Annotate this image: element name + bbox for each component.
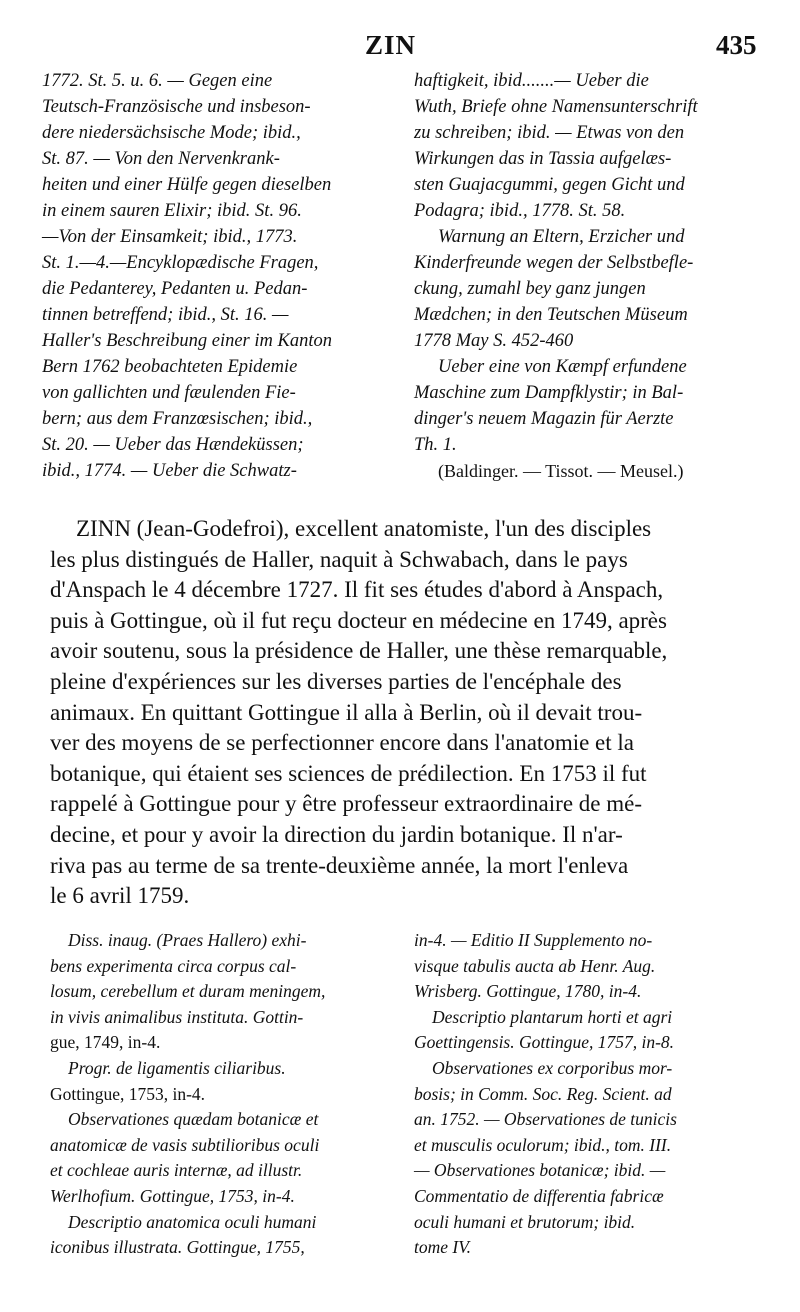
text-line: St. 87. — Von den Nervenkrank- [42, 149, 280, 169]
bibliography-continuation [42, 68, 397, 484]
text-line: gue, 1749, in-4. [50, 1032, 161, 1053]
text-line: 1778 May S. 452-460 [414, 331, 574, 351]
text-line: Goettingensis. Gottingue, 1757, in-8. [414, 1032, 675, 1053]
bibliography-entry [414, 224, 769, 250]
text-line: St. 1.—4.—Encyklopædische Fragen, [42, 253, 319, 273]
text-line: et cochleae auris internæ, ad illustr. [50, 1160, 303, 1181]
text-line: dinger's neuem Magazin für Aerzte [414, 409, 674, 429]
top-left-column [42, 68, 397, 484]
text-line: tinnen betreffend; ibid., St. 16. — [42, 305, 289, 325]
bottom-left-column [50, 928, 395, 1261]
text-line: Teutsch-Französische und insbeson- [42, 97, 311, 117]
text-line: Podagra; ibid., 1778. St. 58. [414, 201, 626, 221]
text-line: Warnung an Eltern, Erzicher und [438, 227, 685, 247]
bibliography-entry [414, 354, 769, 380]
text-line: 1772. St. 5. u. 6. — Gegen eine [42, 71, 273, 91]
text-line: Observationes quædam botanicæ et [68, 1109, 319, 1130]
text-line: avoir soutenu, sous la présidence de Haller, une thèse remarquable, [50, 638, 668, 664]
text-line: decine, et pour y avoir la direction du jardin botanique. Il n'ar- [50, 821, 623, 847]
text-line: Commentatio de differentia fabricæ [414, 1185, 664, 1206]
text-line: Gottingue, 1753, in-4. [50, 1083, 206, 1104]
top-right-column [414, 68, 769, 484]
text-line: et musculis oculorum; ibid., tom. III. [414, 1134, 672, 1155]
text-line: Descriptio plantarum horti et agri [432, 1006, 673, 1027]
text-line: tome IV. [414, 1237, 472, 1258]
text-line: Diss. inaug. (Praes Hallero) exhi- [68, 930, 307, 950]
text-line: Wirkungen das in Tassia aufgelæs- [414, 149, 672, 169]
bibliography-entry [414, 68, 769, 224]
text-line: animaux. En quittant Gottingue il alla à Berlin, où il devait trou- [50, 699, 643, 725]
bottom-right-column [414, 928, 769, 1261]
text-line: — Observationes botanicæ; ibid. — [414, 1160, 666, 1181]
bibliography-entry [50, 1210, 395, 1236]
bibliography-entry-continued [414, 1082, 769, 1261]
text-line: —Von der Einsamkeit; ibid., 1773. [42, 227, 298, 247]
text-line: iconibus illustrata. Gottingue, 1755, [50, 1237, 305, 1258]
text-line: haftigkeit, ibid.......— Ueber die [414, 71, 649, 91]
text-line: botanique, qui étaient ses sciences de prédilection. En 1753 il fut [50, 760, 647, 786]
text-line: les plus distingués de Haller, naquit à Schwabach, dans le pays [50, 546, 628, 572]
text-line: bosis; in Comm. Soc. Reg. Scient. ad [414, 1083, 672, 1104]
text-line: Wuth, Briefe ohne Namensunterschrift [414, 97, 698, 117]
page-header [0, 30, 800, 70]
bibliography-entry-continued [50, 1235, 395, 1261]
text-line: ZINN (Jean-Godefroi), excellent anatomiste, l'un des disciples [76, 516, 652, 541]
text-line: Th. 1. [414, 435, 457, 455]
bibliography-entry-continued [414, 380, 769, 458]
text-line: ibid., 1774. — Ueber die Schwatz- [42, 461, 297, 481]
text-line: in-4. — Editio II Supplemento no- [414, 930, 653, 950]
text-line: Descriptio anatomica oculi humani [68, 1211, 317, 1232]
text-line: visque tabulis aucta ab Henr. Aug. [414, 955, 656, 976]
text-line: Werlhofium. Gottingue, 1753, in-4. [50, 1185, 295, 1206]
bibliography-entry [50, 928, 395, 954]
text-line: Observationes ex corporibus mor- [432, 1057, 673, 1078]
text-line: Kinderfreunde wegen der Selbstbefle- [414, 253, 694, 273]
text-line: sten Guajacgummi, gegen Gicht und [414, 175, 685, 195]
bibliography-entry [50, 1107, 395, 1133]
text-line: zu schreiben; ibid. — Etwas von den [414, 123, 685, 143]
running-title: ZIN [365, 30, 417, 60]
text-line: bern; aus dem Franzœsischen; ibid., [42, 409, 313, 429]
text-line: Wrisberg. Gottingue, 1780, in-4. [414, 981, 642, 1002]
bibliography-entry [414, 1056, 769, 1082]
text-line: Progr. de ligamentis ciliaribus. [68, 1057, 286, 1078]
text-line: von gallichten und fæulenden Fie- [42, 383, 296, 403]
bibliography-entry-continued [414, 250, 769, 354]
text-line: losum, cerebellum et duram meningem, [50, 981, 326, 1002]
text-line: riva pas au terme de sa trente-deuxième année, la mort l'enleva [50, 852, 629, 878]
text-line: in einem sauren Elixir; ibid. St. 96. [42, 201, 302, 221]
text-line: die Pedanterey, Pedanten u. Pedan- [42, 279, 308, 299]
text-line: in vivis animalibus instituta. Gottin- [50, 1006, 304, 1027]
bibliography-entry-continued [50, 1133, 395, 1210]
page-number: 435 [716, 30, 757, 60]
text-line: ckung, zumahl bey ganz jungen [414, 279, 646, 299]
text-line: Bern 1762 beobachteten Epidemie [42, 357, 298, 377]
text-line: le 6 avril 1759. [50, 883, 190, 909]
text-line: rappelé à Gottingue pour y être professeur extraordinaire de mé- [50, 791, 642, 817]
bibliography-entry-continued [50, 1082, 395, 1108]
bibliography-entry [414, 1005, 769, 1031]
text-line: Mædchen; in den Teutschen Müseum [414, 305, 688, 325]
biography-body [50, 514, 770, 912]
text-line: heiten und einer Hülfe gegen dieselben [42, 175, 332, 195]
sources-line: (Baldinger. — Tissot. — Meusel.) [438, 461, 684, 481]
text-line: St. 20. — Ueber das Hændeküssen; [42, 435, 304, 455]
text-line: anatomicæ de vasis subtilioribus oculi [50, 1134, 320, 1155]
bibliography-entry-continued [414, 1030, 769, 1056]
text-line: Haller's Beschreibung einer im Kanton [42, 331, 332, 351]
text-line: puis à Gottingue, où il fut reçu docteur en médecine en 1749, après [50, 607, 667, 633]
text-line: pleine d'expériences sur les diverses parties de l'encéphale des [50, 668, 622, 694]
text-line: ver des moyens de se perfectionner encore dans l'anatomie et la [50, 730, 635, 756]
text-line: Maschine zum Dampfklystir; in Bal- [414, 383, 684, 403]
text-line: an. 1752. — Observationes de tunicis [414, 1109, 677, 1130]
text-line: bens experimenta circa corpus cal- [50, 955, 297, 976]
bibliography-entry-continued [50, 954, 395, 1056]
bibliography-entry-continued [414, 928, 769, 1005]
text-line: d'Anspach le 4 décembre 1727. Il fit ses études d'abord à Anspach, [50, 577, 664, 603]
bibliography-entry [50, 1056, 395, 1082]
text-line: oculi humani et brutorum; ibid. [414, 1211, 636, 1232]
text-line: Ueber eine von Kæmpf erfundene [438, 357, 687, 377]
text-line: dere niedersächsische Mode; ibid., [42, 123, 301, 143]
